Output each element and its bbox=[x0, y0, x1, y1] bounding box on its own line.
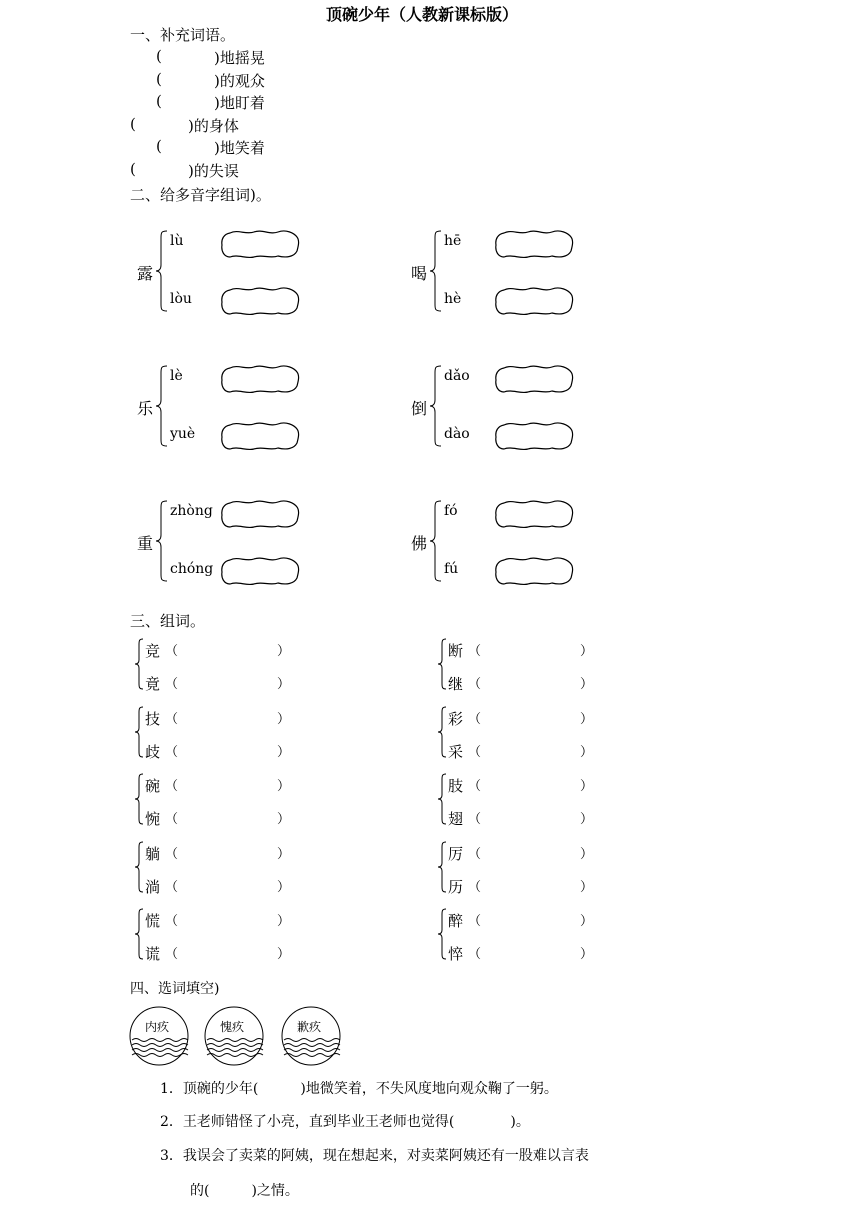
word-char: 厉 bbox=[448, 844, 464, 863]
answer-cloud-box[interactable] bbox=[494, 499, 574, 529]
answer-cloud-box[interactable] bbox=[220, 499, 300, 529]
polyphone-char: 佛 bbox=[411, 534, 428, 553]
pinyin-reading: fó bbox=[444, 503, 458, 519]
answer-close-paren: ） bbox=[277, 677, 291, 692]
answer-open-paren: （ bbox=[468, 711, 482, 727]
answer-close-paren: ） bbox=[580, 846, 594, 862]
fill-sentence: 2．王老师错怪了小亮，直到毕业王老师也觉得( )。 bbox=[160, 1114, 530, 1130]
word-char: 歧 bbox=[145, 742, 161, 761]
fill-sentence: 3．我误会了卖菜的阿姨，现在想起来，对卖菜阿姨还有一股难以言表 bbox=[160, 1148, 589, 1164]
word-char: 竟 bbox=[145, 675, 161, 693]
answer-open-paren: （ bbox=[165, 879, 179, 895]
answer-open-paren: （ bbox=[468, 846, 482, 862]
curly-brace-icon bbox=[134, 706, 144, 758]
answer-cloud-box[interactable] bbox=[220, 286, 300, 316]
fill-blank-text: )的身体 bbox=[188, 117, 239, 135]
answer-open-paren: （ bbox=[468, 744, 482, 760]
word-char: 碗 bbox=[145, 777, 161, 795]
pinyin-reading: yuè bbox=[170, 426, 196, 442]
curly-brace-icon bbox=[155, 365, 169, 447]
answer-open-paren: （ bbox=[165, 677, 179, 692]
word-char: 躺 bbox=[145, 844, 161, 863]
word-char: 彩 bbox=[448, 709, 464, 728]
answer-close-paren: ） bbox=[580, 644, 594, 659]
answer-close-paren: ） bbox=[580, 744, 594, 760]
answer-open-paren: （ bbox=[165, 947, 179, 962]
answer-close-paren: ） bbox=[580, 711, 594, 727]
word-option-circle bbox=[129, 1006, 189, 1066]
word-char: 惋 bbox=[145, 810, 161, 828]
section4-heading: 四、选词填空) bbox=[130, 981, 220, 997]
word-option-label: 歉疚 bbox=[297, 1020, 322, 1034]
pinyin-reading: dǎo bbox=[444, 368, 470, 384]
answer-open-paren: （ bbox=[468, 812, 482, 827]
polyphone-char: 重 bbox=[137, 534, 154, 553]
answer-close-paren: ） bbox=[277, 812, 291, 827]
curly-brace-icon bbox=[134, 841, 144, 893]
answer-close-paren: ） bbox=[277, 744, 291, 760]
answer-open-paren: （ bbox=[468, 947, 482, 962]
fill-sentence: 1．顶碗的少年( )地微笑着，不失风度地向观众鞠了一躬。 bbox=[160, 1081, 558, 1097]
pinyin-reading: fú bbox=[444, 561, 459, 577]
fill-blank-text: )地盯着 bbox=[214, 94, 265, 112]
word-option-label: 内疚 bbox=[145, 1020, 170, 1034]
answer-cloud-box[interactable] bbox=[494, 364, 574, 394]
answer-close-paren: ） bbox=[277, 879, 291, 895]
answer-open-paren: （ bbox=[468, 677, 482, 692]
answer-open-paren: （ bbox=[165, 914, 179, 929]
pinyin-reading: lòu bbox=[170, 291, 192, 307]
word-char: 继 bbox=[448, 675, 464, 693]
pinyin-reading: chóng bbox=[170, 561, 214, 577]
answer-open-paren: （ bbox=[468, 779, 482, 794]
fill-sentence: 的( )之情。 bbox=[190, 1183, 299, 1199]
polyphone-char: 乐 bbox=[137, 399, 154, 418]
answer-cloud-box[interactable] bbox=[220, 421, 300, 451]
fill-blank-text: )地摇晃 bbox=[214, 49, 265, 67]
curly-brace-icon bbox=[155, 500, 169, 582]
curly-brace-icon bbox=[134, 773, 144, 825]
answer-close-paren: ） bbox=[580, 677, 594, 692]
answer-close-paren: ） bbox=[277, 947, 291, 962]
answer-open-paren: （ bbox=[165, 711, 179, 727]
pinyin-reading: zhòng bbox=[170, 503, 213, 519]
fill-open-paren: ( bbox=[156, 70, 162, 88]
fill-open-paren: ( bbox=[130, 115, 136, 133]
curly-brace-icon bbox=[437, 638, 447, 690]
answer-cloud-box[interactable] bbox=[494, 229, 574, 259]
pinyin-reading: dào bbox=[444, 426, 470, 442]
pinyin-reading: hè bbox=[444, 291, 462, 307]
answer-open-paren: （ bbox=[165, 644, 179, 659]
word-char: 慌 bbox=[145, 912, 161, 930]
word-char: 断 bbox=[448, 642, 464, 660]
word-char: 悴 bbox=[448, 945, 464, 963]
word-char: 历 bbox=[448, 877, 464, 896]
answer-cloud-box[interactable] bbox=[220, 364, 300, 394]
answer-open-paren: （ bbox=[165, 812, 179, 827]
fill-blank-text: )地笑着 bbox=[214, 139, 265, 157]
curly-brace-icon bbox=[429, 230, 443, 312]
polyphone-char: 喝 bbox=[411, 264, 428, 283]
answer-open-paren: （ bbox=[468, 644, 482, 659]
answer-close-paren: ） bbox=[580, 947, 594, 962]
fill-blank-text: )的观众 bbox=[214, 72, 265, 90]
answer-cloud-box[interactable] bbox=[220, 556, 300, 586]
word-char: 淌 bbox=[145, 877, 161, 896]
answer-cloud-box[interactable] bbox=[494, 556, 574, 586]
curly-brace-icon bbox=[437, 841, 447, 893]
answer-open-paren: （ bbox=[468, 879, 482, 895]
word-option-label: 愧疚 bbox=[220, 1020, 245, 1034]
word-option-circle bbox=[281, 1006, 341, 1066]
curly-brace-icon bbox=[437, 908, 447, 960]
answer-open-paren: （ bbox=[468, 914, 482, 929]
word-char: 醉 bbox=[448, 912, 464, 930]
answer-cloud-box[interactable] bbox=[494, 286, 574, 316]
word-char: 肢 bbox=[448, 777, 464, 795]
pinyin-reading: lù bbox=[170, 233, 184, 249]
section1-heading: 一、补充词语。 bbox=[130, 26, 236, 44]
curly-brace-icon bbox=[134, 638, 144, 690]
polyphone-char: 倒 bbox=[411, 399, 428, 418]
pinyin-reading: hē bbox=[444, 233, 462, 249]
polyphone-char: 露 bbox=[137, 264, 154, 283]
answer-close-paren: ） bbox=[277, 914, 291, 929]
answer-cloud-box[interactable] bbox=[494, 421, 574, 451]
answer-close-paren: ） bbox=[580, 779, 594, 794]
answer-open-paren: （ bbox=[165, 846, 179, 862]
curly-brace-icon bbox=[429, 365, 443, 447]
word-char: 竞 bbox=[145, 642, 161, 660]
section3-heading: 三、组词。 bbox=[130, 612, 206, 630]
fill-open-paren: ( bbox=[156, 137, 162, 155]
pinyin-reading: lè bbox=[170, 368, 183, 384]
answer-close-paren: ） bbox=[277, 711, 291, 727]
section2-heading: 二、给多音字组词)。 bbox=[130, 186, 271, 204]
answer-close-paren: ） bbox=[277, 644, 291, 659]
answer-open-paren: （ bbox=[165, 744, 179, 760]
word-option-circle bbox=[204, 1006, 264, 1066]
fill-open-paren: ( bbox=[130, 160, 136, 178]
word-char: 谎 bbox=[145, 945, 161, 963]
fill-blank-text: )的失误 bbox=[188, 162, 239, 180]
page-title: 顶碗少年（人教新课标版） bbox=[326, 5, 519, 24]
answer-close-paren: ） bbox=[580, 914, 594, 929]
word-char: 技 bbox=[145, 709, 161, 728]
curly-brace-icon bbox=[429, 500, 443, 582]
answer-cloud-box[interactable] bbox=[220, 229, 300, 259]
word-char: 采 bbox=[448, 742, 464, 761]
curly-brace-icon bbox=[437, 706, 447, 758]
curly-brace-icon bbox=[134, 908, 144, 960]
fill-open-paren: ( bbox=[156, 92, 162, 110]
curly-brace-icon bbox=[155, 230, 169, 312]
answer-open-paren: （ bbox=[165, 779, 179, 794]
answer-close-paren: ） bbox=[580, 879, 594, 895]
curly-brace-icon bbox=[437, 773, 447, 825]
fill-open-paren: ( bbox=[156, 47, 162, 65]
answer-close-paren: ） bbox=[580, 812, 594, 827]
word-char: 翅 bbox=[448, 810, 464, 828]
answer-close-paren: ） bbox=[277, 779, 291, 794]
answer-close-paren: ） bbox=[277, 846, 291, 862]
